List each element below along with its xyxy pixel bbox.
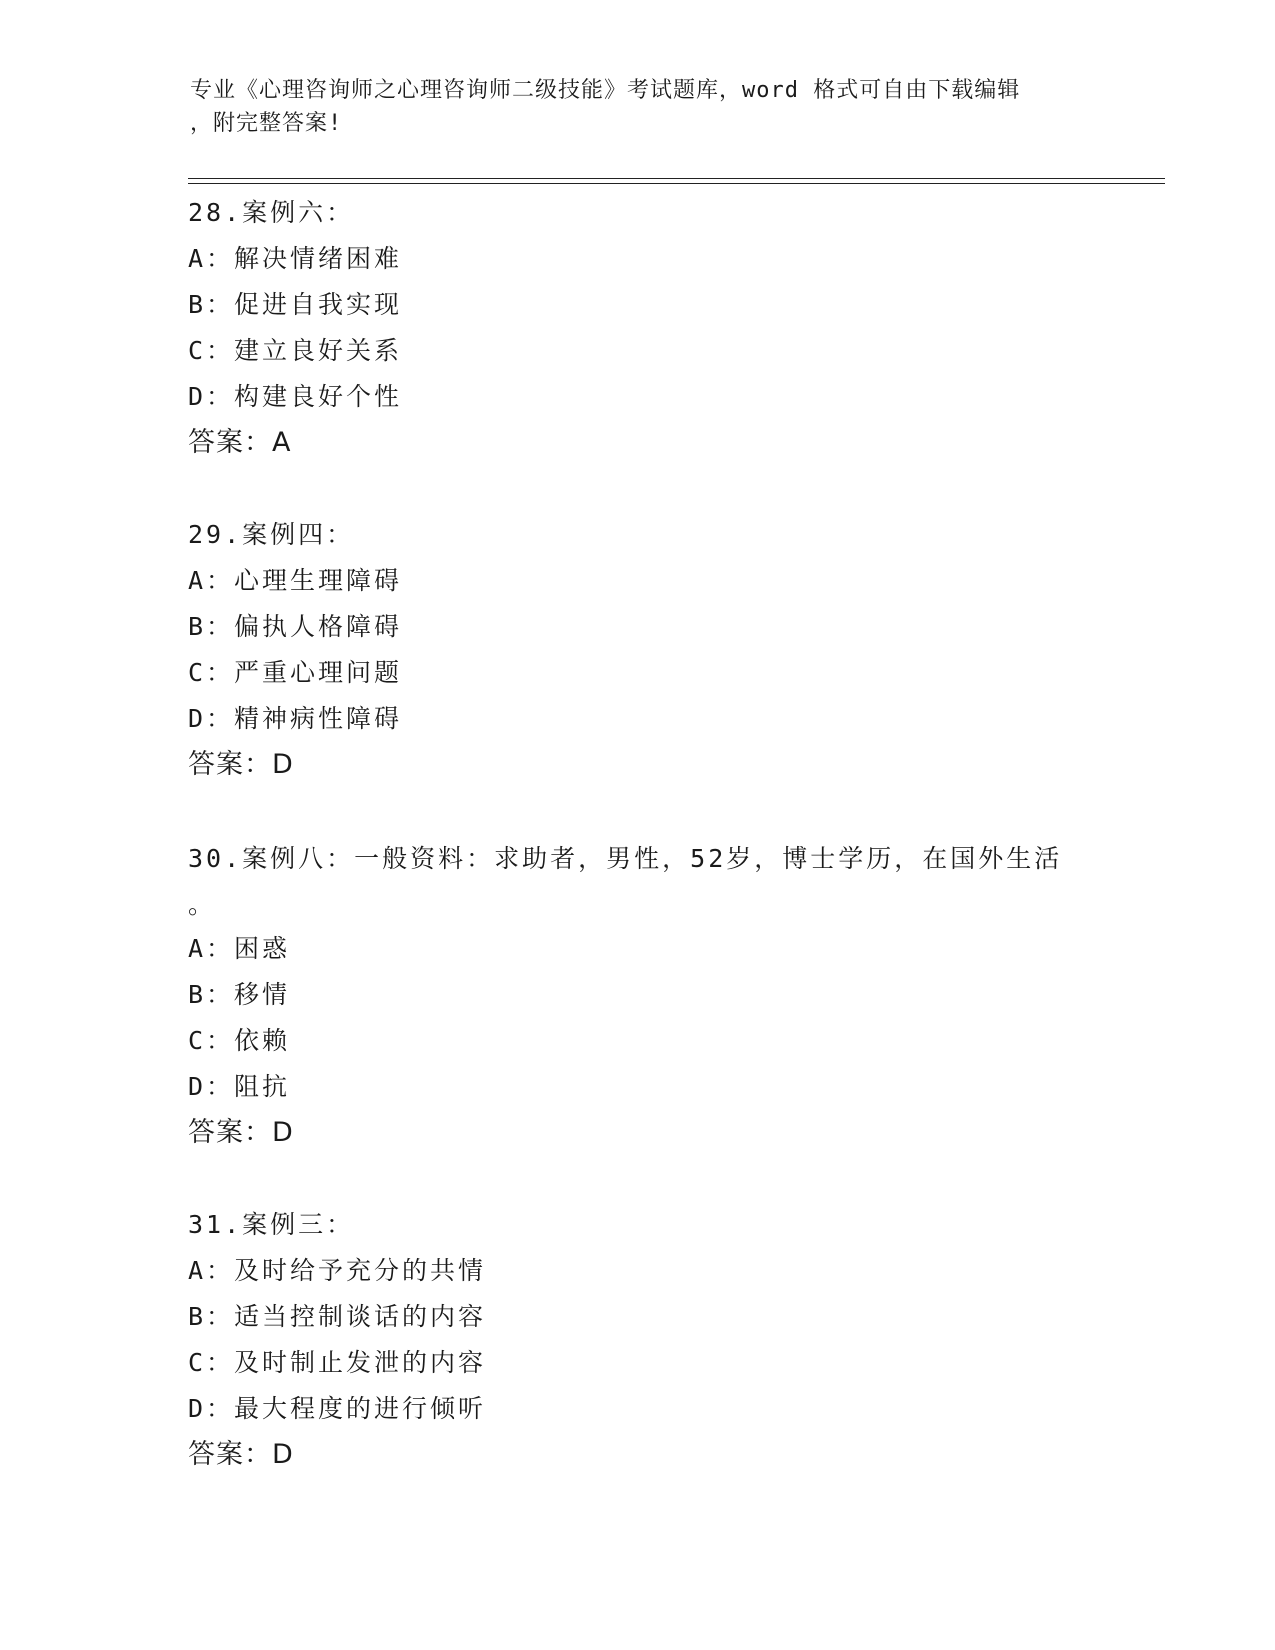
question-list (188, 190, 1128, 1478)
option-c: C：建立良好关系 (188, 336, 403, 365)
option-c: C：严重心理问题 (188, 658, 403, 687)
option-d: D：精神病性障碍 (188, 704, 403, 733)
option-b: B：促进自我实现 (188, 290, 403, 319)
question-stem: 29.案例四： (188, 520, 355, 549)
option-a: A：心理生理障碍 (188, 566, 403, 595)
answer: 答案：D (188, 1117, 294, 1148)
option-a: A：及时给予充分的共情 (188, 1256, 487, 1285)
header-divider-bottom (188, 183, 1165, 184)
option-d: D：阻抗 (188, 1072, 291, 1101)
option-b: B：移情 (188, 980, 291, 1009)
answer: 答案：D (188, 749, 294, 780)
option-b: B：适当控制谈话的内容 (188, 1302, 487, 1331)
question-28 (188, 190, 1128, 466)
answer: 答案：A (188, 427, 292, 458)
question-30 (188, 834, 1128, 1156)
option-d: D：最大程度的进行倾听 (188, 1394, 487, 1423)
answer: 答案：D (188, 1439, 294, 1470)
question-stem: 30.案例八：一般资料：求助者，男性，52岁，博士学历，在国外生活 (188, 844, 1063, 873)
header-line-2: ，附完整答案! (190, 111, 343, 136)
question-spacer (188, 1156, 1128, 1202)
option-a: A：困惑 (188, 934, 291, 963)
option-c: C：依赖 (188, 1026, 291, 1055)
question-29 (188, 512, 1128, 788)
option-d: D：构建良好个性 (188, 382, 403, 411)
option-b: B：偏执人格障碍 (188, 612, 403, 641)
question-spacer (188, 788, 1128, 834)
question-stem: 31.案例三： (188, 1210, 355, 1239)
option-c: C：及时制止发泄的内容 (188, 1348, 487, 1377)
document-header (190, 74, 1090, 140)
option-a: A：解决情绪困难 (188, 244, 403, 273)
question-stem: 28.案例六： (188, 198, 355, 227)
question-spacer (188, 466, 1128, 512)
question-31 (188, 1202, 1128, 1478)
header-line-1: 专业《心理咨询师之心理咨询师二级技能》考试题库，word 格式可自由下载编辑 (190, 78, 1021, 103)
question-stem-continued: 。 (188, 890, 217, 919)
header-divider-top (188, 178, 1165, 179)
